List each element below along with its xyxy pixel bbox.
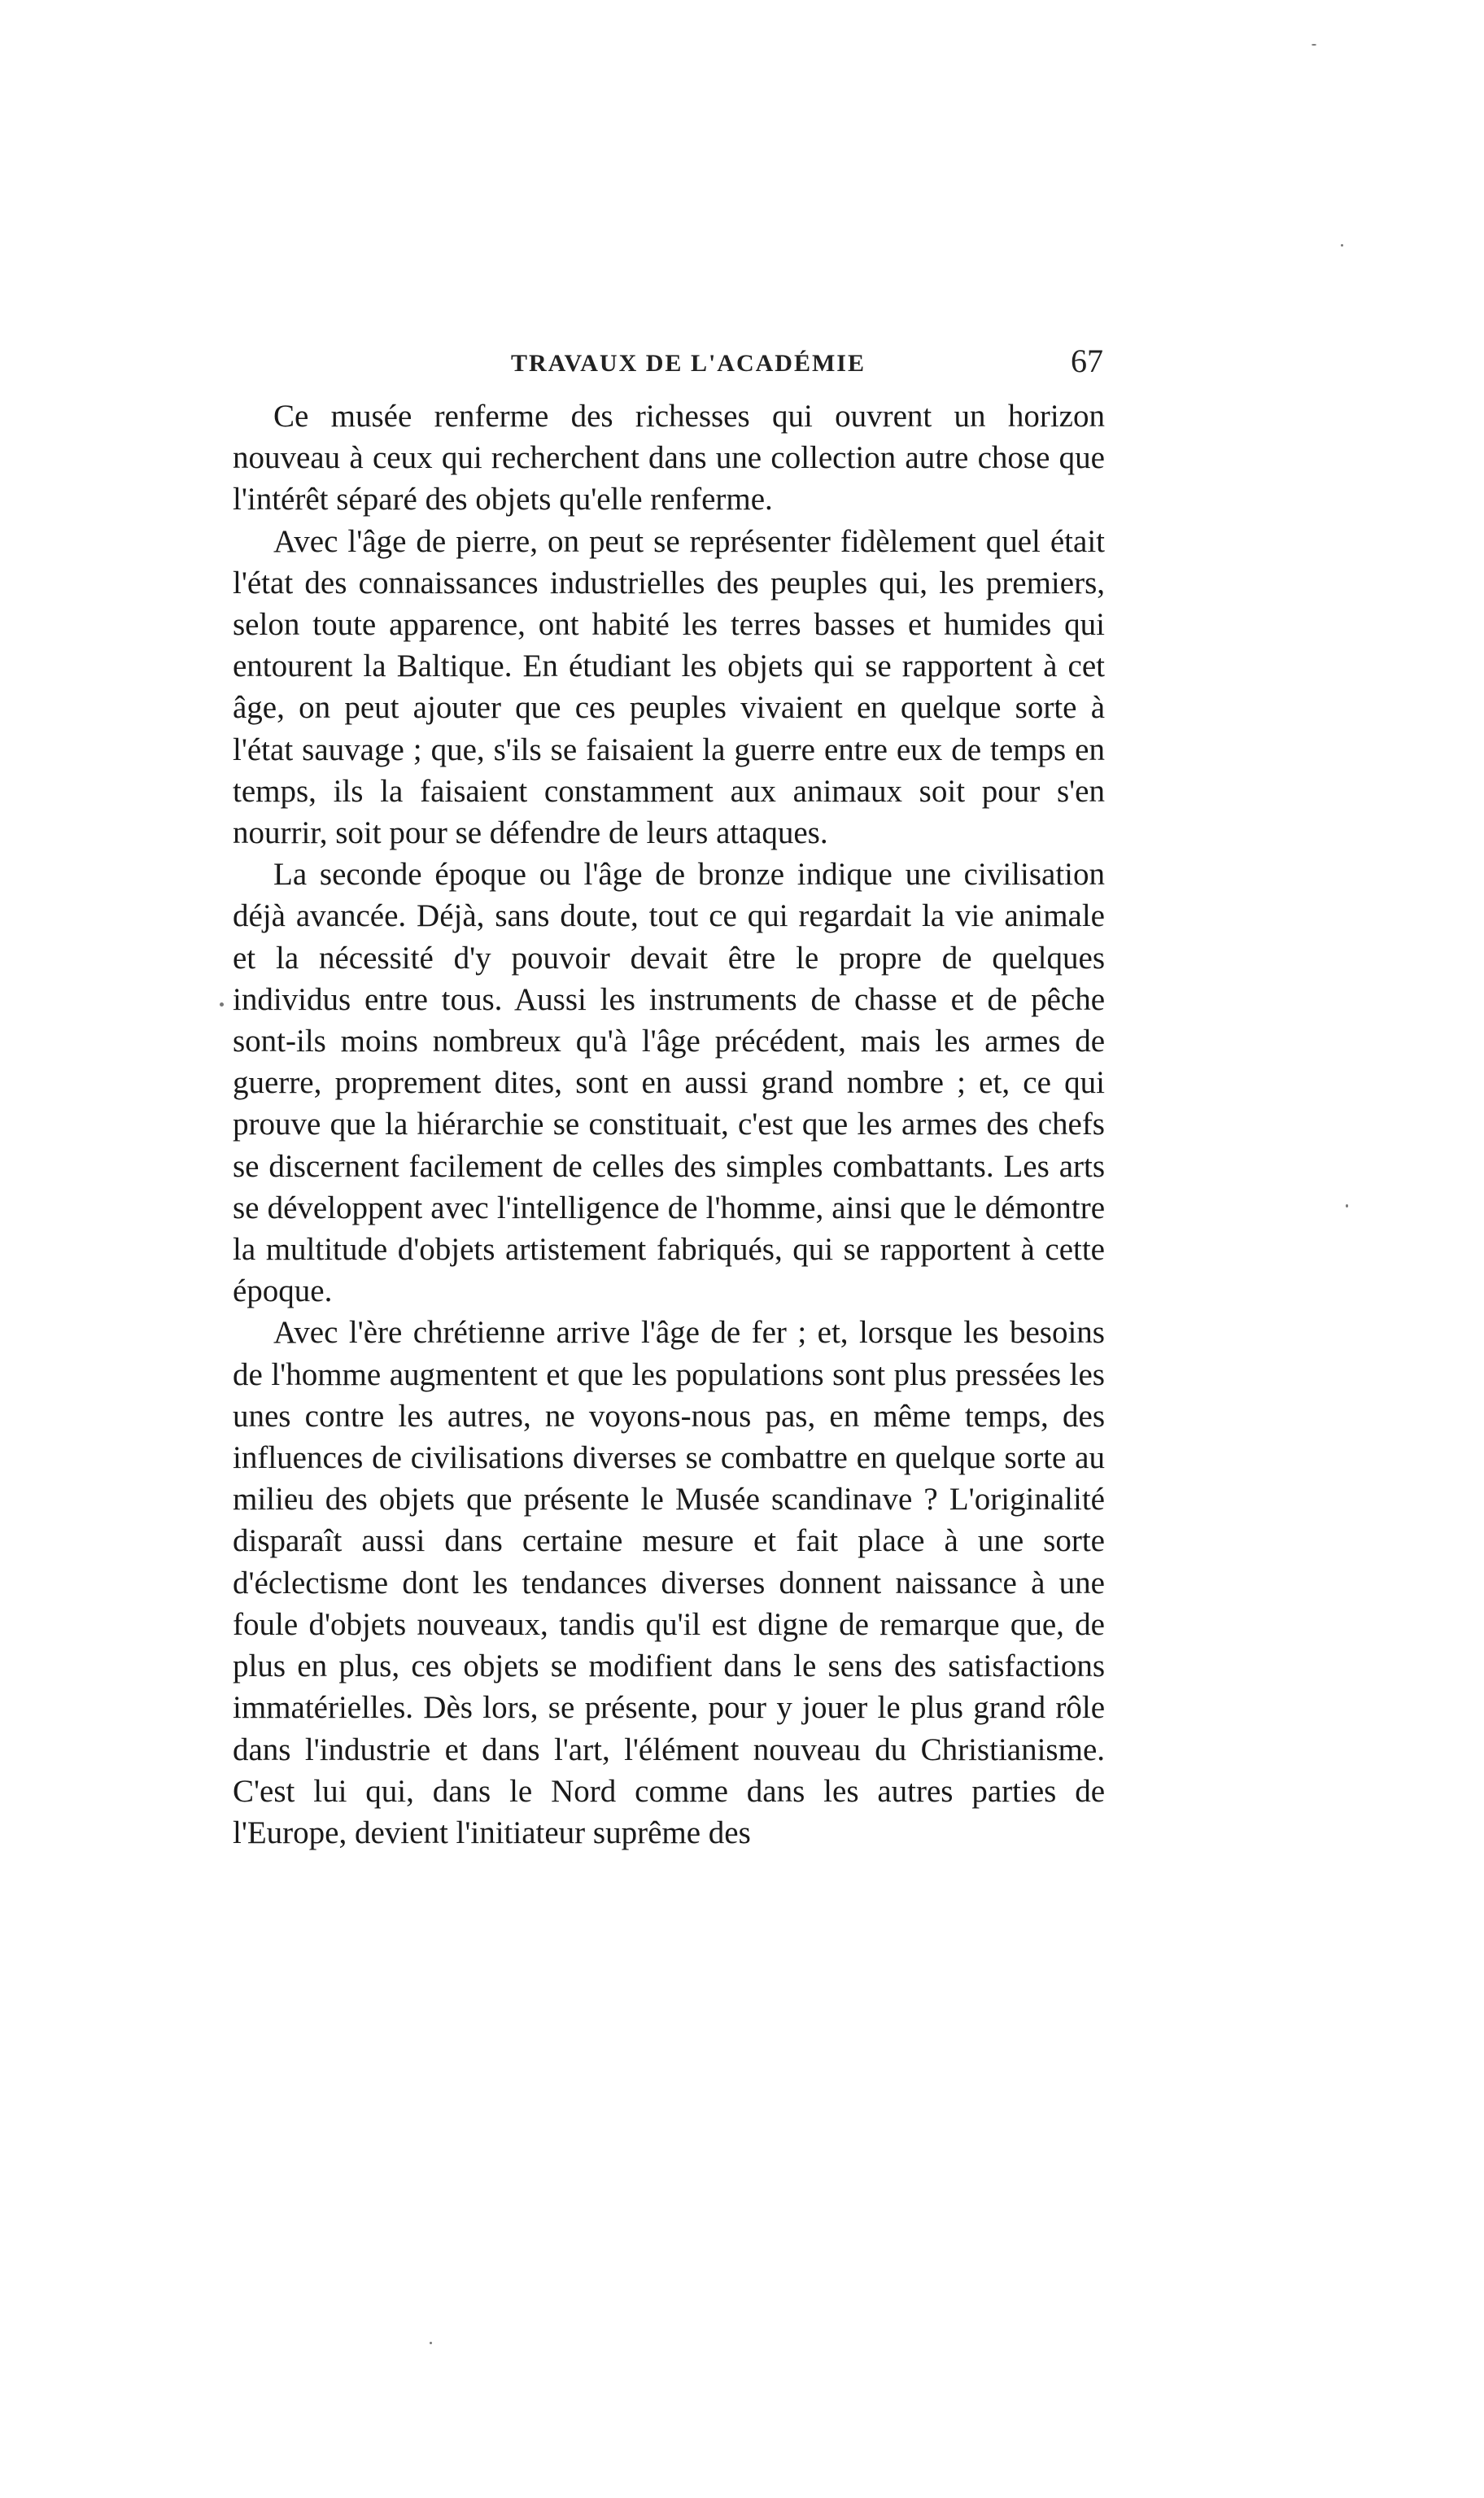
paragraph-iron-age: Avec l'ère chrétienne arrive l'âge de fer ; et, lorsque les besoins de l'homme augmentent et que les populations sont plus pressées les unes contre les autres, ne voyons-nous pas, en même temps, des influences de civilisations diverses se combattre en quelque sorte au milieu des objets que présente le Musée scandinave ? L'originalité disparaît aussi dans certaine mesure et fait place à une sorte d'éclectisme dont les tendances diverses donnent naissance à une foule d'objets nouveaux, tandis qu'il est digne de remarque que, de plus en plus, ces objets se modifient dans le sens des satisfactions immatérielles. Dès lors, se présente, pour y jouer le plus grand rôle dans l'industrie et dans l'art, l'élément nouveau du Christianisme. C'est lui qui, dans le Nord comme dans les autres parties de l'Europe, devient l'initiateur suprême des [233,1315,1105,1850]
paper-speck [430,2342,432,2344]
page-number: 67 [1071,343,1103,379]
running-head [234,342,1103,391]
paper-speck [1346,1204,1348,1208]
paragraph-museum-riches: Ce musée renferme des richesses qui ouvrent un horizon nouveau à ceux qui recherchent dans une collection autre chose que l'intérêt séparé des objets qu'elle renferme. [233,399,1105,518]
running-title: TRAVAUX DE L'ACADÉMIE [511,350,866,377]
paper-speck [1312,44,1316,46]
paper-speck [220,1002,224,1007]
paper-speck [1341,244,1343,247]
paragraph-bronze-age: La seconde époque ou l'âge de bronze indique une civilisation déjà avancée. Déjà, sans doute, tout ce qui regardait la vie animale et la nécessité d'y pouvoir devait être le propre de quelques individus entre tous. Aussi les instruments de chasse et de pêche sont-ils moins nombreux qu'à l'âge précédent, mais les armes de guerre, proprement dites, sont en aussi grand nombre ; et, ce qui prouve que la hiérarchie se constituait, c'est que les armes des chefs se discernent facilement de celles des simples combattants. Les arts se développent avec l'intelligence de l'homme, ainsi que le démontre la multitude d'objets artistement fabriqués, qui se rapportent à cette époque. [233,857,1105,1309]
paragraph-stone-age: Avec l'âge de pierre, on peut se représenter fidèlement quel était l'état des connaissances industrielles des peuples qui, les premiers, selon toute apparence, ont habité les terres basses et humides qui entourent la Baltique. En étudiant les objets qui se rapportent à cet âge, on peut ajouter que ces peuples vivaient en quelque sorte à l'état sauvage ; que, s'ils se faisaient la guerre entre eux de temps en temps, ils la faisaient constamment aux animaux soit pour s'en nourrir, soit pour se défendre de leurs attaques. [233,523,1105,851]
body-text [233,395,1105,1854]
